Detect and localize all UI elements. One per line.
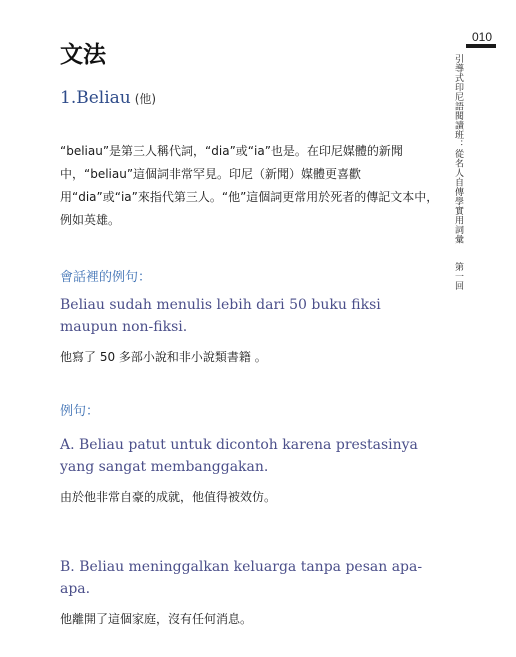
page-number-bar (466, 44, 496, 48)
example-b-sentence: B. Beliau meninggalkan keluarga tanpa pesan apa-apa. (60, 559, 423, 597)
example-b-translation: 他離開了這個家庭，沒有任何消息。 (60, 612, 253, 626)
page-title: 文法 (60, 42, 106, 68)
side-chapter-label: 第一回 (453, 262, 463, 291)
intro-paragraph: “beliau”是第三人稱代詞，“dia”或“ia”也是。在印尼媒體的新聞中，“beliau”這個詞非常罕見。印尼（新聞）媒體更喜歡用“dia”或“ia”來指代第三人。“他”這個詞更常用於死者的傳記文本中，例如英雄。 (60, 144, 439, 227)
conversation-translation: 他寫了 50 多部小說和非小說類書籍 。 (60, 350, 267, 364)
page-number: 010 (471, 30, 493, 44)
conversation-sentence: Beliau sudah menulis lebih dari 50 buku fiksi maupun non-fiksi. (60, 297, 381, 335)
example-a-sentence: A. Beliau patut untuk dicontoh karena prestasinya yang sangat membanggakan. (60, 437, 418, 475)
example-a-translation: 由於他非常自豪的成就，他值得被效仿。 (60, 490, 277, 504)
side-series-title: 引導式印尼語閱讀班：從名人自傳學實用詞彙 (453, 54, 463, 244)
section-heading-word: 1.Beliau (60, 88, 131, 108)
section-heading-note: (他) (134, 92, 157, 106)
conversation-label: 會話裡的例句： (60, 270, 152, 285)
examples-label: 例句： (60, 404, 100, 419)
section-heading (60, 88, 156, 108)
